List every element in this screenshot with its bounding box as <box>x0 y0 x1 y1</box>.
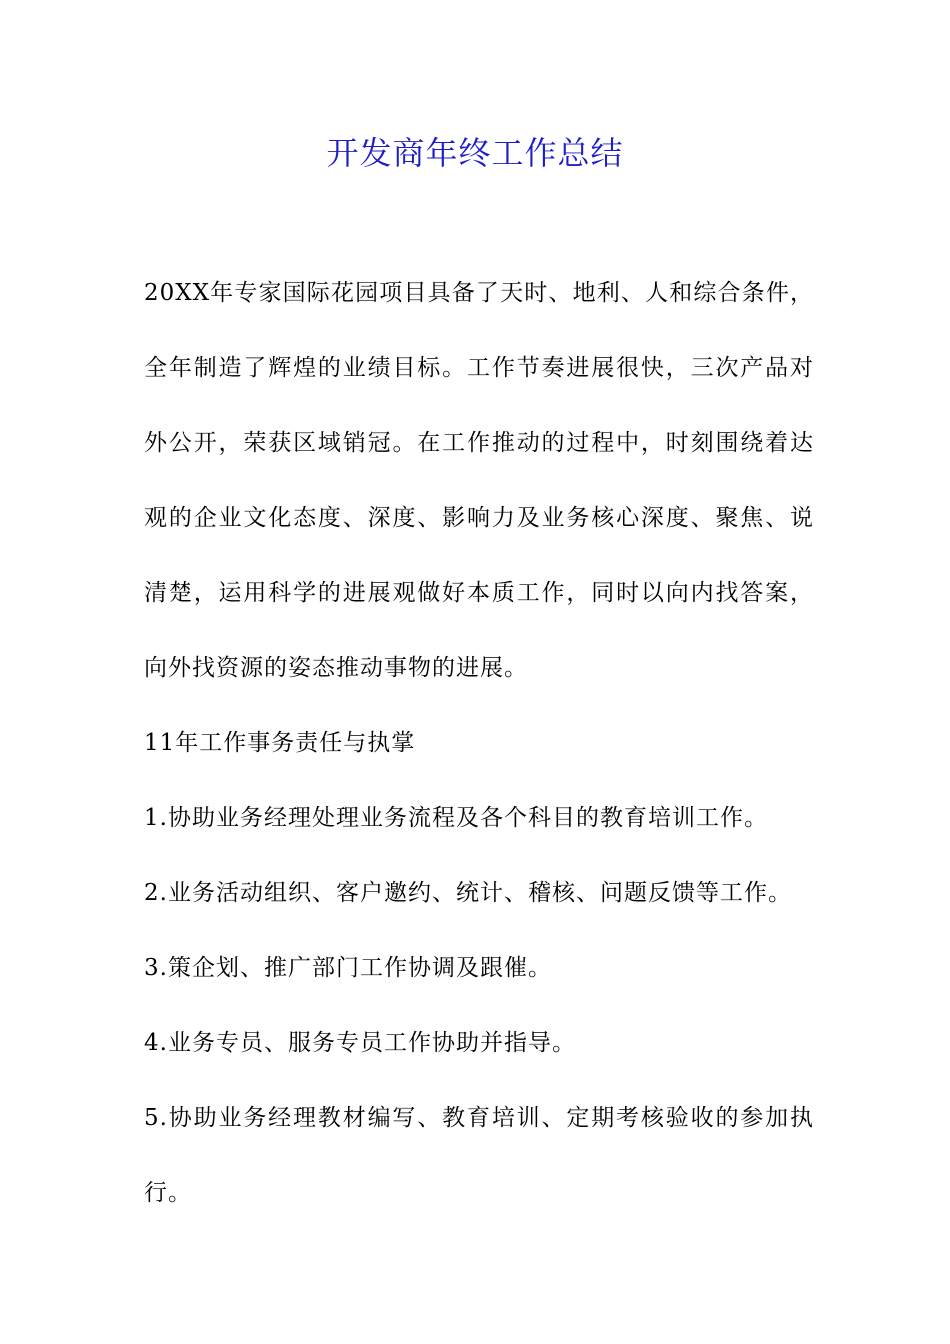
list-item: 3.策企划、推广部门工作协调及跟催。 <box>144 955 552 981</box>
section-heading: 11年工作事务责任与执掌 <box>144 730 416 756</box>
list-item: 2.业务活动组织、客户邀约、统计、稽核、问题反馈等工作。 <box>144 880 792 906</box>
list-item: 1.协助业务经理处理业务流程及各个科目的教育培训工作。 <box>144 805 768 831</box>
document-body <box>144 256 814 1231</box>
intro-paragraph: 20XX年专家国际花园项目具备了天时、地利、人和综合条件，全年制造了辉煌的业绩目标。工作节奏进展很快，三次产品对外公开，荣获区域销冠。在工作推动的过程中，时刻围绕着达观的企业文化态度、深度、影响力及业务核心深度、聚焦、说清楚，运用科学的进展观做好本质工作，同时以向内找答案，向外找资源的姿态推动事物的进展。 <box>144 280 814 681</box>
list-item: 5.协助业务经理教材编写、教育培训、定期考核验收的参加执行。 <box>144 1105 814 1206</box>
list-item: 4.业务专员、服务专员工作协助并指导。 <box>144 1030 576 1056</box>
document-title: 开发商年终工作总结 <box>326 134 624 172</box>
